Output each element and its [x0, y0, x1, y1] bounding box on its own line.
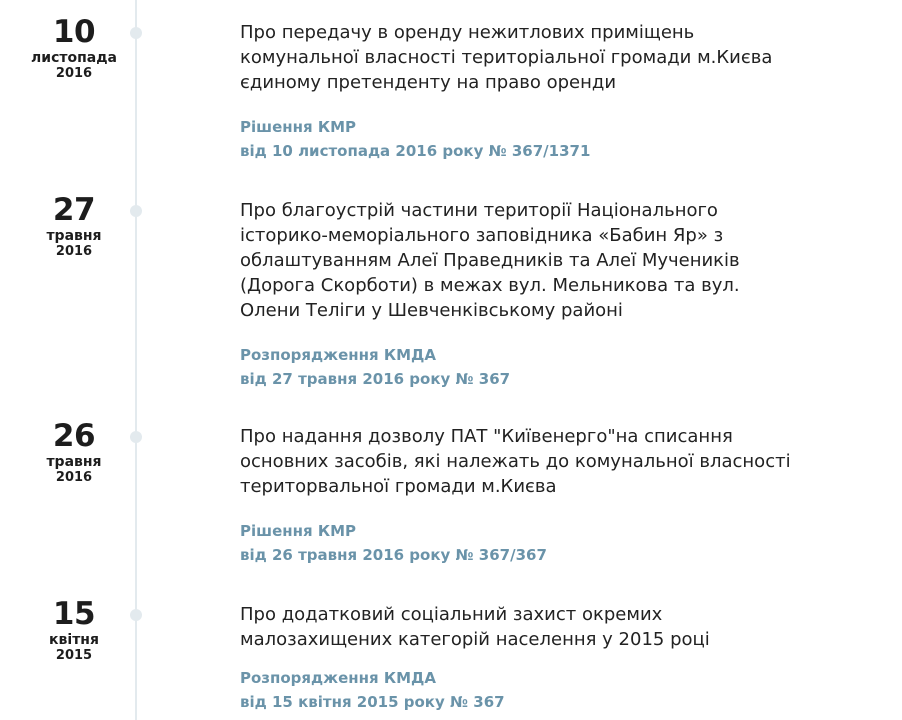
entry-day: 15	[52, 596, 96, 632]
entry-year: 2016	[55, 470, 93, 485]
document-reference: від 10 листопада 2016 року № 367/1371	[240, 142, 591, 160]
entry-content	[240, 198, 800, 391]
entry-year: 2016	[55, 66, 93, 81]
entry-year: 2016	[55, 244, 93, 259]
document-link[interactable]	[240, 115, 800, 163]
document-reference: від 15 квітня 2015 року № 367	[240, 693, 505, 711]
entry-content	[240, 602, 800, 714]
document-link[interactable]	[240, 343, 800, 391]
entry-day: 26	[52, 418, 96, 454]
timeline-dot	[130, 27, 142, 39]
entry-content	[240, 424, 800, 567]
entry-date	[14, 16, 134, 81]
document-type: Рішення КМР	[240, 522, 357, 540]
entry-title: Про передачу в оренду нежитлових приміщень комунальної власності територіальної громади м.Києва єдиному претенденту на право оренди	[240, 22, 773, 93]
document-reference: від 26 травня 2016 року № 367/367	[240, 546, 547, 564]
entry-month: квітня	[49, 632, 99, 648]
document-link[interactable]	[240, 666, 800, 714]
timeline-dot	[130, 431, 142, 443]
entry-month: травня	[46, 228, 102, 244]
entry-content	[240, 20, 800, 163]
entry-month: травня	[46, 454, 102, 470]
entry-date	[14, 194, 134, 259]
entry-year: 2015	[55, 648, 93, 663]
document-reference: від 27 травня 2016 року № 367	[240, 370, 511, 388]
document-type: Розпорядження КМДА	[240, 346, 437, 364]
document-type: Рішення КМР	[240, 118, 357, 136]
entry-title: Про надання дозволу ПАТ "Київенерго"на списання основних засобів, які належать до комунальної власності територвальної громади м.Києва	[240, 426, 791, 497]
timeline-dot	[130, 609, 142, 621]
document-link[interactable]	[240, 519, 800, 567]
entry-day: 10	[52, 14, 96, 50]
entry-month: листопада	[31, 50, 117, 66]
entry-date	[14, 598, 134, 663]
document-type: Розпорядження КМДА	[240, 669, 437, 687]
entry-date	[14, 420, 134, 485]
entry-day: 27	[52, 192, 96, 228]
entry-title: Про благоустрій частини території Національного історико-меморіального заповідника «Бабин Яр» з облаштуванням Алеї Праведників та Алеї Мучеників (Дорога Скорботи) в межах вул. Мельникова та вул. Олени Теліги у Шевченківському районі	[240, 200, 740, 321]
entry-title: Про додатковий соціальний захист окремих малозахищених категорій населення у 2015 році	[240, 604, 710, 650]
timeline-dot	[130, 205, 142, 217]
